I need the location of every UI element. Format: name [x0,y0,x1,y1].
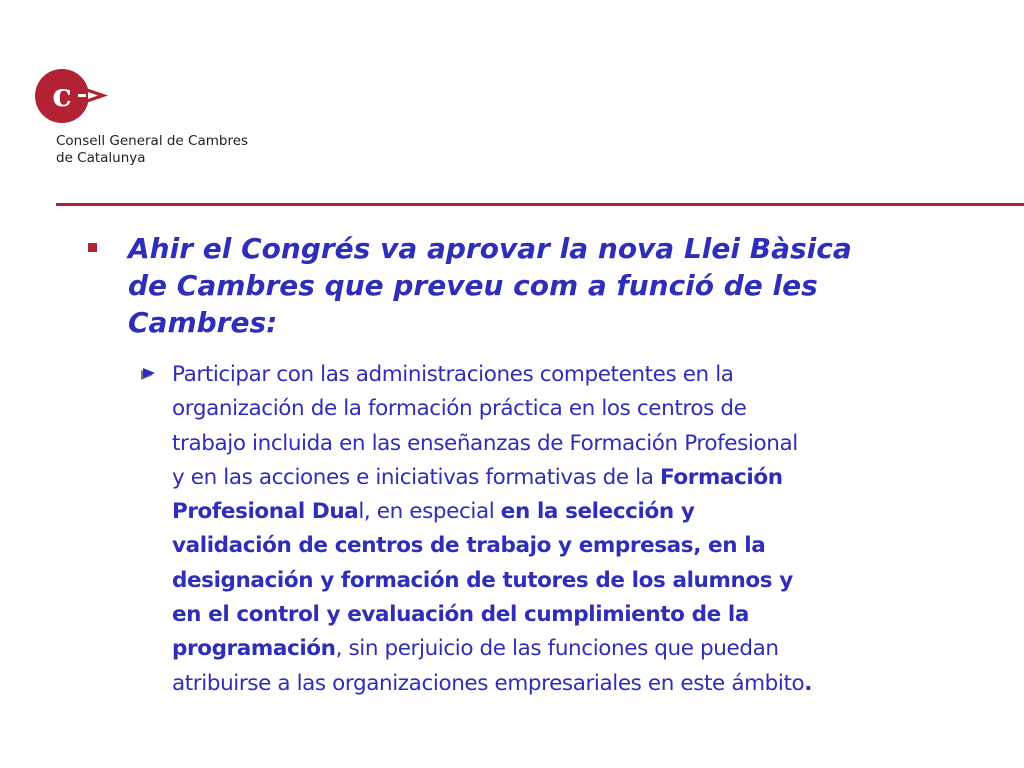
body-line: Participar con las administraciones competentes en la [172,362,734,387]
body-bold-segment: validación de centros de trabajo y empresas, en la [172,533,766,559]
org-name-line-1: Consell General de Cambres [56,133,249,149]
body-line [172,495,972,529]
body-bold-segment: en la selección y [500,499,695,525]
body-line: organización de la formación práctica en los centros de [172,396,747,422]
header-divider [56,203,1024,206]
chambers-logo [34,66,110,126]
logo-letter: c [52,76,72,114]
body-bold-segment: en el control y evaluación del cumplimiento de la [172,602,749,628]
body-bold-segment: Profesional Dua [172,499,359,525]
heading-line: Cambres: [128,306,278,339]
body-text-segment: , sin perjuicio de las funciones que puedan [335,636,779,662]
body-line [172,529,972,563]
triangle-bullet-icon [140,367,158,383]
body-line [172,632,972,666]
body-bold-segment: . [804,670,813,696]
body-line [172,461,972,495]
body-bold-segment: programación [172,636,336,662]
body-line: trabajo incluida en las enseñanzas de Formación Profesional [172,430,798,456]
body-paragraph [172,358,972,701]
main-heading [128,230,928,341]
body-text-segment: l, en especial [358,499,501,525]
body-line [172,564,972,598]
heading-line: de Cambres que preveu com a funció de les [128,269,818,302]
organization-name [56,133,248,167]
org-name-line-2: de Catalunya [56,150,146,166]
body-bold-segment: Formación [659,464,783,490]
body-text-segment: y en las acciones e iniciativas formativas de la [172,464,660,490]
body-text-segment: atribuirse a las organizaciones empresariales en este ámbito [172,670,805,696]
body-line [172,667,972,701]
square-bullet-icon [88,243,97,252]
body-bold-segment: designación y formación de tutores de los alumnos y [172,567,793,593]
body-line [172,598,972,632]
heading-line: Ahir el Congrés va aprovar la nova Llei Bàsica [128,232,852,265]
